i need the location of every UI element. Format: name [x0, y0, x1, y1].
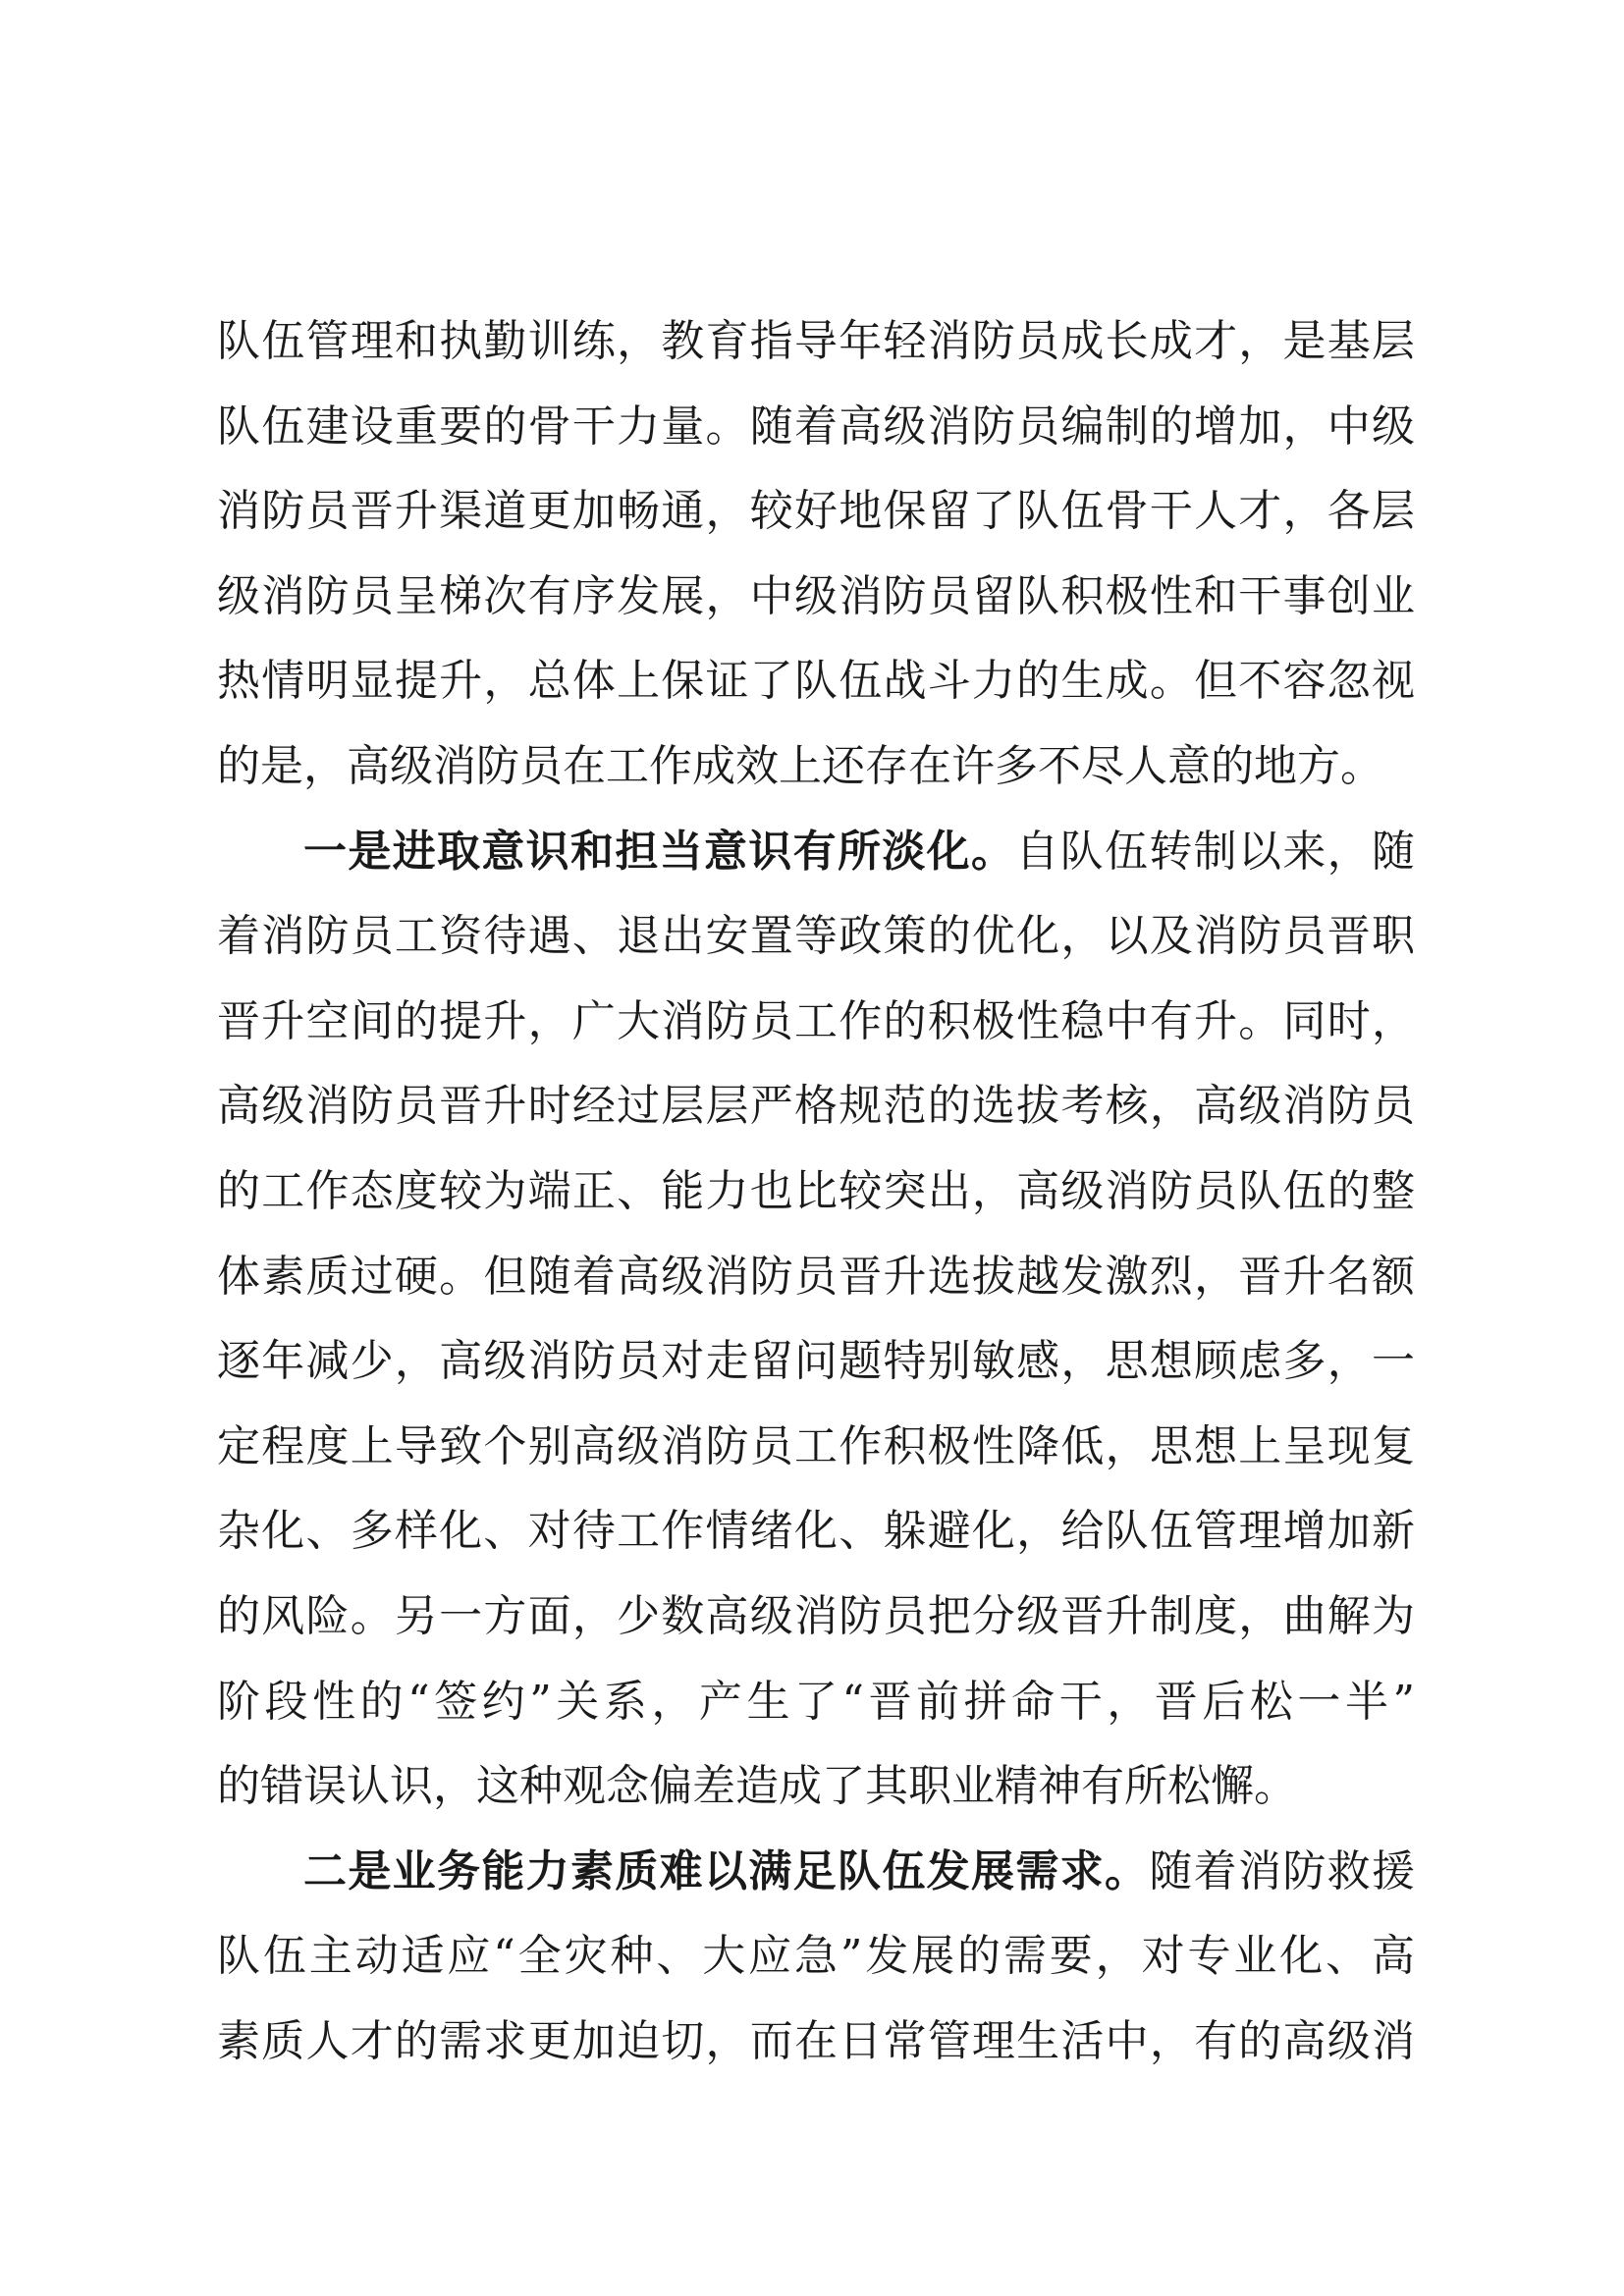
- paragraph-first-line-rest: 随着消防救援: [1149, 1845, 1415, 1896]
- text-line: 热情明显提升，总体上保证了队伍战斗力的生成。但不容忽视: [217, 656, 1415, 707]
- paragraph-first-line: [217, 1830, 1415, 1915]
- text-line: 的工作态度较为端正、能力也比较突出，高级消防员队伍的整: [217, 1165, 1415, 1216]
- text-line: 队伍建设重要的骨干力量。随着高级消防员编制的增加，中级: [217, 400, 1415, 452]
- text-line: 的是，高级消防员在工作成效上还存在许多不尽人意的地方。: [217, 740, 1383, 791]
- text-line: 素质人才的需求更加迫切，而在日常管理生活中，有的高级消: [217, 2015, 1415, 2066]
- paragraph-first-line-rest: 自队伍转制以来，随: [1015, 826, 1415, 877]
- text-line: 队伍主动适应“全灾种、大应急”发展的需要，对专业化、高: [217, 1931, 1415, 1982]
- text-line: 的风险。另一方面，少数高级消防员把分级晋升制度，曲解为: [217, 1590, 1415, 1641]
- text-line: 消防员晋升渠道更加畅通，较好地保留了队伍骨干人才，各层: [217, 486, 1415, 537]
- text-line: 的错误认识，这种观念偏差造成了其职业精神有所松懈。: [217, 1761, 1297, 1812]
- text-line: 逐年减少，高级消防员对走留问题特别敏感，思想顾虑多，一: [217, 1336, 1415, 1387]
- text-line: 级消防员呈梯次有序发展，中级消防员留队积极性和干事创业: [217, 570, 1415, 621]
- text-line: 定程度上导致个别高级消防员工作积极性降低，思想上呈现复: [217, 1420, 1415, 1471]
- text-line: 杂化、多样化、对待工作情绪化、躲避化，给队伍管理增加新: [217, 1506, 1415, 1557]
- text-line: 晋升空间的提升，广大消防员工作的积极性稳中有升。同时，: [217, 995, 1415, 1046]
- text-line: 着消防员工资待遇、退出安置等政策的优化，以及消防员晋职: [217, 911, 1415, 962]
- body-text: [217, 299, 1415, 2084]
- paragraph-first-line: [217, 810, 1415, 895]
- text-line: 阶段性的“签约”关系，产生了“晋前拼命干，晋后松一半”: [217, 1676, 1415, 1727]
- text-line: 队伍管理和执勤训练，教育指导年轻消防员成长成才，是基层: [217, 316, 1415, 366]
- paragraph-lead: 二是业务能力素质难以满足队伍发展需求。: [303, 1845, 1150, 1896]
- text-line: 高级消防员晋升时经过层层严格规范的选拔考核，高级消防员: [217, 1081, 1415, 1132]
- paragraph-lead: 一是进取意识和担当意识有所淡化。: [303, 826, 1016, 877]
- text-line: 体素质过硬。但随着高级消防员晋升选拔越发激烈，晋升名额: [217, 1251, 1415, 1302]
